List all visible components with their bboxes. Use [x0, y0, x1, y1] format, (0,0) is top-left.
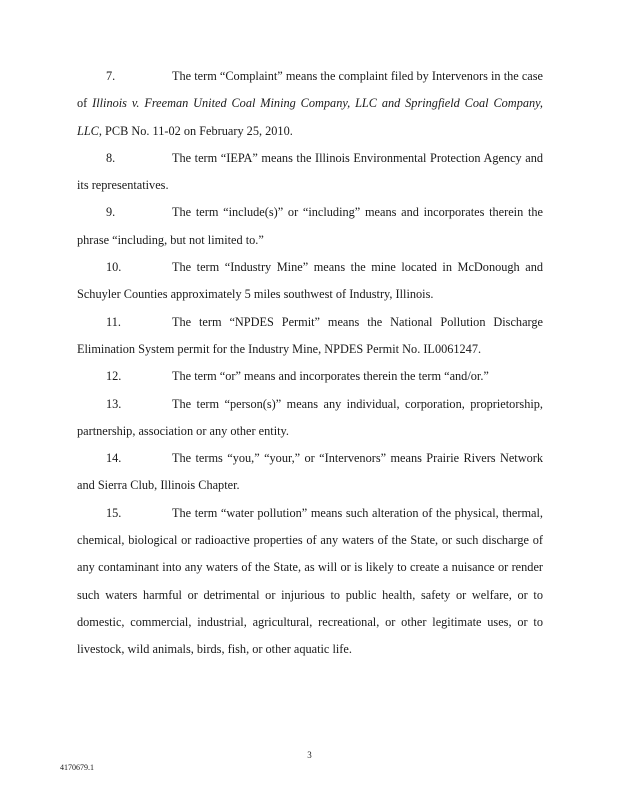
paragraph-text-end: , PCB No. 11-02 on February 25, 2010.: [98, 123, 293, 138]
document-id: 4170679.1: [60, 763, 94, 772]
paragraph-15: [77, 500, 543, 664]
paragraph-7: [77, 63, 543, 145]
paragraph-text: The term “Complaint” means the complaint filed by Intervenors in the case of: [77, 69, 543, 111]
paragraph-number: 9.: [106, 205, 116, 220]
paragraph-8: [77, 145, 543, 200]
paragraph-9: [77, 199, 543, 254]
case-caption: Illinois v. Freeman United Coal Mining Company, LLC and Springfield Coal Company, LLC: [77, 96, 543, 138]
paragraph-number: 10.: [106, 260, 122, 275]
paragraph-number: 7.: [106, 69, 116, 83]
paragraph-text: The term “NPDES Permit” means the National Pollution Discharge Elimination System permit for the Industry Mine, NPDES Permit No. IL0061247.: [77, 314, 543, 356]
paragraph-11: [77, 309, 543, 364]
paragraph-10: [77, 254, 543, 309]
paragraph-number: 14.: [106, 451, 122, 466]
paragraph-number: 12.: [106, 369, 122, 384]
paragraph-number: 11.: [106, 314, 121, 329]
paragraph-text: The term “IEPA” means the Illinois Environmental Protection Agency and its representatives.: [77, 150, 543, 193]
paragraph-13: [77, 391, 543, 446]
paragraph-text: The term “or” means and incorporates therein the term “and/or.”: [172, 369, 489, 384]
paragraph-text: The term “Industry Mine” means the mine located in McDonough and Schuyler Counties approximately 5 miles southwest of Industry, Illinois.: [77, 260, 543, 302]
paragraph-14: [77, 445, 543, 500]
paragraph-12: [77, 363, 543, 390]
definitions-list: [77, 63, 543, 664]
paragraph-number: 8.: [106, 150, 116, 165]
paragraph-text: The term “water pollution” means such alteration of the physical, thermal, chemical, biological or radioactive properties of any waters of the State, or such discharge of any contaminant into any waters of the State, as will or is likely to create a nuisance or render such waters harmful or detrimental or injurious to public health, safety or welfare, or to domestic, commercial, industrial, agricultural, recreational, or other legitimate uses, or to livestock, wild animals, birds, fish, or other aquatic life.: [77, 505, 543, 657]
paragraph-text: The term “include(s)” or “including” means and incorporates therein the phrase “including, but not limited to.”: [77, 205, 543, 247]
paragraph-text: The term “person(s)” means any individual, corporation, proprietorship, partnership, association or any other entity.: [77, 396, 543, 438]
paragraph-text: The terms “you,” “your,” or “Intervenors” means Prairie Rivers Network and Sierra Club, Illinois Chapter.: [77, 451, 543, 493]
paragraph-number: 13.: [106, 396, 122, 411]
paragraph-number: 15.: [106, 505, 122, 520]
page-number: 3: [307, 750, 312, 760]
